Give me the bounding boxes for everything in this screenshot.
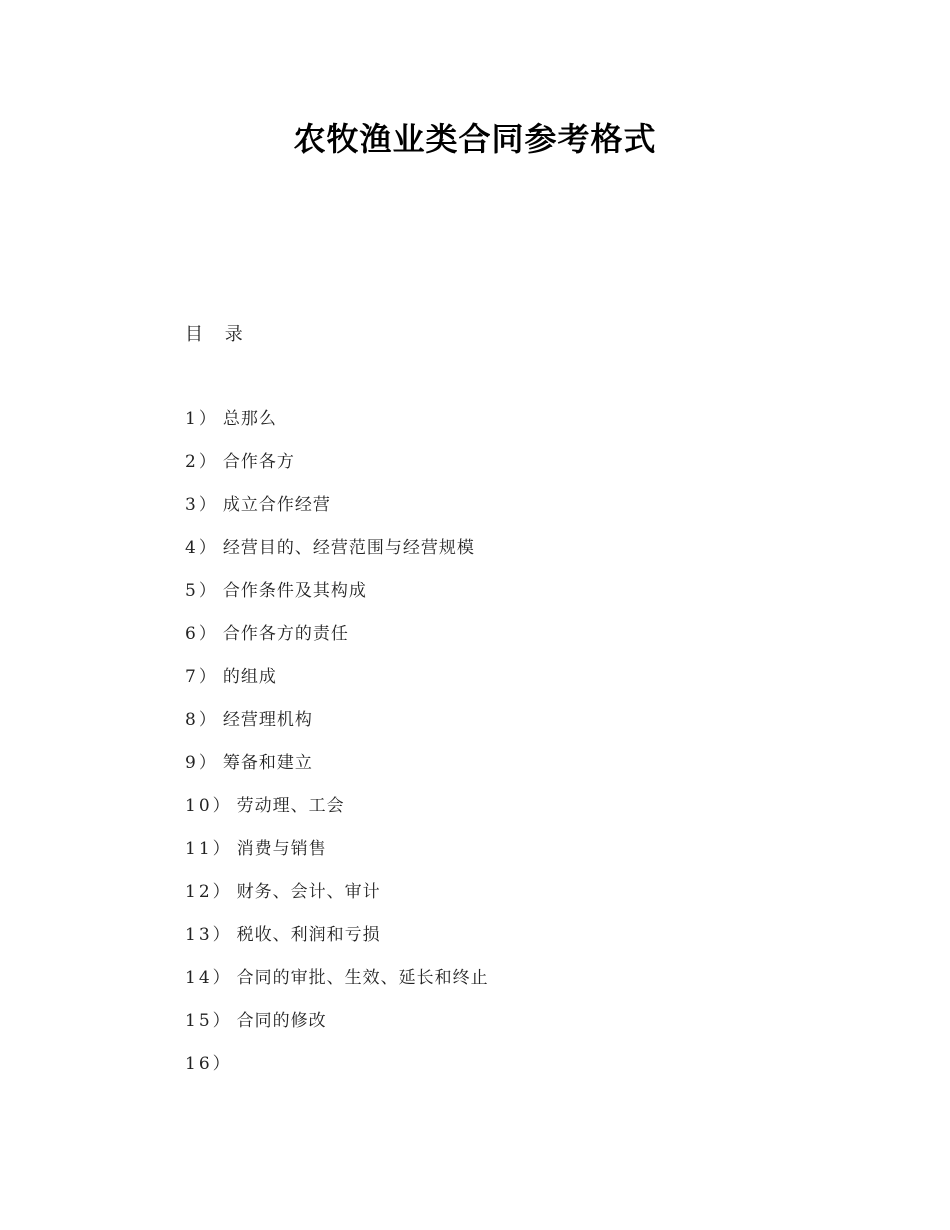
toc-item xyxy=(185,578,489,621)
toc-item-label: 成立合作经营 xyxy=(222,495,331,515)
toc-item xyxy=(185,922,489,965)
toc-item xyxy=(185,1008,489,1051)
toc-item-label: 合同的审批、生效、延长和终止 xyxy=(236,968,489,988)
toc-item-number: 5） xyxy=(185,581,219,601)
toc-item-number: 13） xyxy=(185,925,233,945)
toc-item xyxy=(185,793,489,836)
toc-item xyxy=(185,535,489,578)
toc-item-number: 14） xyxy=(185,968,233,988)
toc-item-number: 1） xyxy=(185,409,219,429)
toc-item-label: 经营理机构 xyxy=(222,710,313,730)
toc-item-number: 9） xyxy=(185,753,219,773)
toc-item xyxy=(185,707,489,750)
toc-item-label: 总那么 xyxy=(222,409,277,429)
toc-item-label: 的组成 xyxy=(222,667,277,687)
toc-item-number: 10） xyxy=(185,796,233,816)
toc-item-label: 税收、利润和亏损 xyxy=(236,925,381,945)
toc-item xyxy=(185,836,489,879)
toc-item xyxy=(185,449,489,492)
toc-item-label: 合作各方的责任 xyxy=(222,624,349,644)
toc-item-label: 经营目的、经营范围与经营规模 xyxy=(222,538,475,558)
toc-item-number: 12） xyxy=(185,882,233,902)
toc-item xyxy=(185,664,489,707)
toc-item xyxy=(185,965,489,1008)
toc-item xyxy=(185,621,489,664)
toc-item-label: 合同的修改 xyxy=(236,1011,327,1031)
toc-item-label: 合作条件及其构成 xyxy=(222,581,367,601)
toc-item xyxy=(185,1051,489,1094)
toc-item-number: 11） xyxy=(185,839,233,859)
toc-item-label: 劳动理、工会 xyxy=(236,796,345,816)
toc-item xyxy=(185,406,489,449)
document-title: 农牧渔业类合同参考格式 xyxy=(293,120,657,158)
toc-item-number: 7） xyxy=(185,667,219,687)
toc-list xyxy=(185,406,489,1094)
toc-item-label: 财务、会计、审计 xyxy=(236,882,381,902)
toc-item-number: 15） xyxy=(185,1011,233,1031)
toc-item-number: 3） xyxy=(185,495,219,515)
toc-item-number: 16） xyxy=(185,1054,233,1074)
toc-item-number: 8） xyxy=(185,710,219,730)
toc-item-label: 合作各方 xyxy=(222,452,295,472)
toc-item xyxy=(185,750,489,793)
toc-item-number: 4） xyxy=(185,538,219,558)
toc-item xyxy=(185,879,489,922)
toc-item-number: 6） xyxy=(185,624,219,644)
toc-item xyxy=(185,492,489,535)
toc-heading: 目 录 xyxy=(185,324,251,345)
toc-item-label: 消费与销售 xyxy=(236,839,327,859)
toc-item-number: 2） xyxy=(185,452,219,472)
toc-item-label: 筹备和建立 xyxy=(222,753,313,773)
